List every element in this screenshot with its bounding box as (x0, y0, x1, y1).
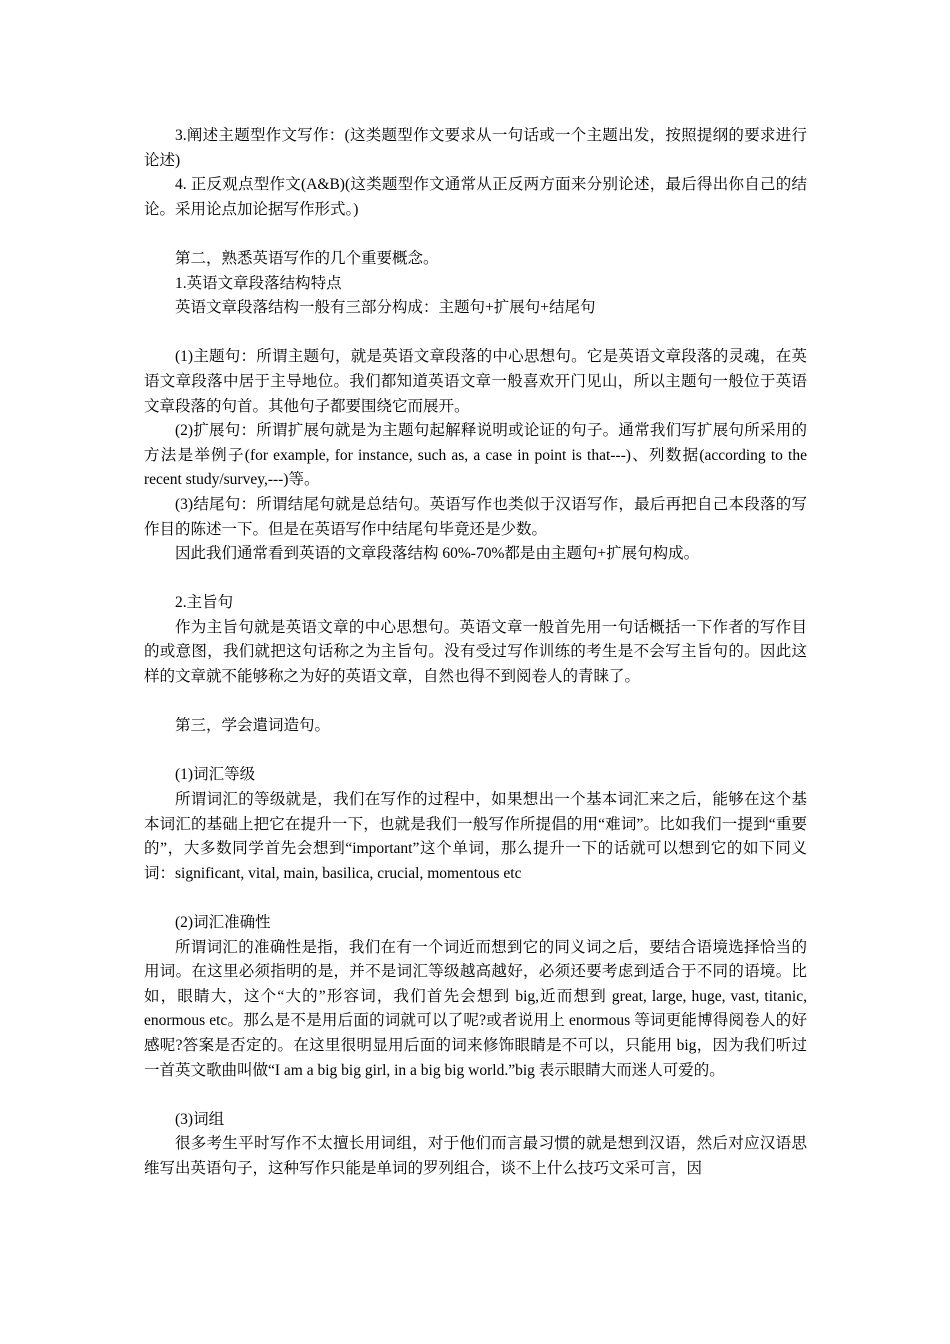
paragraph-phrases: 很多考生平时写作不太擅长用词组，对于他们而言最习惯的就是想到汉语，然后对应汉语思维写出英语句子，这种写作只能是单词的罗列组合，谈不上什么技巧文采可言，因 (144, 1135, 807, 1177)
subheading-paragraph-structure: 1.英语文章段落结构特点 (175, 274, 342, 292)
blank-line (144, 222, 807, 247)
paragraph-concluding-sentence: (3)结尾句：所谓结尾句就是总结句。英语写作也类似于汉语写作，最后再把自己本段落的写作目的陈述一下。但是在英语写作中结尾句毕竟还是少数。 (144, 495, 807, 538)
blank-line (144, 1083, 807, 1108)
paragraph-argument-essay: 3.阐述主题型作文写作：(这类题型作文要求从一句话或一个主题出发，按照提纲的要求进行论述) (144, 127, 807, 169)
blank-line (144, 690, 807, 715)
blank-line (144, 567, 807, 592)
paragraph-structure-ratio: 因此我们通常看到英语的文章段落结构 60%-70%都是由主题句+扩展句构成。 (175, 545, 700, 563)
paragraph-vocabulary-level: 所谓词汇的等级就是，我们在写作的过程中，如果想出一个基本词汇来之后，能够在这个基本词汇的基础上把它在提升一下，也就是我们一般写作所提倡的用“难词”。比如我们一提到“重要的”，大多数同学首先会想到“important”这个单词，那么提升一下的话就可以想到它的如下同义词：significant, vital, main, basilica, crucial, momentous etc (144, 791, 807, 882)
subheading-thesis-sentence: 2.主旨句 (175, 594, 234, 612)
blank-line (144, 739, 807, 764)
subheading-vocabulary-accuracy: (2)词汇准确性 (175, 914, 271, 931)
paragraph-structure-summary: 英语文章段落结构一般有三部分构成：主题句+扩展句+结尾句 (175, 299, 596, 317)
paragraph-thesis-sentence: 作为主旨句就是英语文章的中心思想句。英语文章一般首先用一句话概括一下作者的写作目的或意图，我们就把这句话称之为主旨句。没有受过写作训练的考生是不会写主旨句的。因此这样的文章就不能够称之为好的英语文章，自然也得不到阅卷人的青睐了。 (144, 618, 807, 686)
document-page (144, 124, 807, 1182)
section-heading-third: 第三，学会遣词造句。 (175, 717, 331, 735)
paragraph-vocabulary-accuracy: 所谓词汇的准确性是指，我们在有一个词近而想到它的同义词之后，要结合语境选择恰当的用词。在这里必须指明的是，并不是词汇等级越高越好，必须还要考虑到适合于不同的语境。比如，眼睛大，这个“大的”形容词，我们首先会想到 big,近而想到 great, large, huge, vast, titanic, enormous etc。那么是不是用后面的词就可以了呢?或者说用上 enormous 等词更能博得阅卷人的好感呢?答案是否定的。在这里很明显用后面的词来修饰眼睛是不可以，只能用 big，因为我们听过一首英文歌曲叫做“I am a big big girl, in a big big world.”big 表示眼睛大而迷人可爱的。 (144, 938, 807, 1079)
paragraph-supporting-sentence: (2)扩展句：所谓扩展句就是为主题句起解释说明或论证的句子。通常我们写扩展句所采用的方法是举例子(for example, for instance, such as, a case in point is that---)、列数据(according to the recent study/survey,---)等。 (144, 422, 807, 489)
subheading-vocabulary-level: (1)词汇等级 (175, 766, 256, 784)
blank-line (144, 321, 807, 346)
paragraph-pro-con-essay: 4. 正反观点型作文(A&B)(这类题型作文通常从正反两方面来分别论述，最后得出你自己的结论。采用论点加论据写作形式。) (144, 176, 807, 218)
section-heading-second: 第二，熟悉英语写作的几个重要概念。 (175, 249, 439, 267)
paragraph-topic-sentence: (1)主题句：所谓主题句，就是英语文章段落的中心思想句。它是英语文章段落的灵魂，在英语文章段落中居于主导地位。我们都知道英语文章一般喜欢开门见山，所以主题句一般位于英语文章段落的句首。其他句子都要围绕它而展开。 (144, 348, 807, 415)
subheading-phrases: (3)词组 (175, 1110, 225, 1128)
blank-line (144, 886, 807, 911)
